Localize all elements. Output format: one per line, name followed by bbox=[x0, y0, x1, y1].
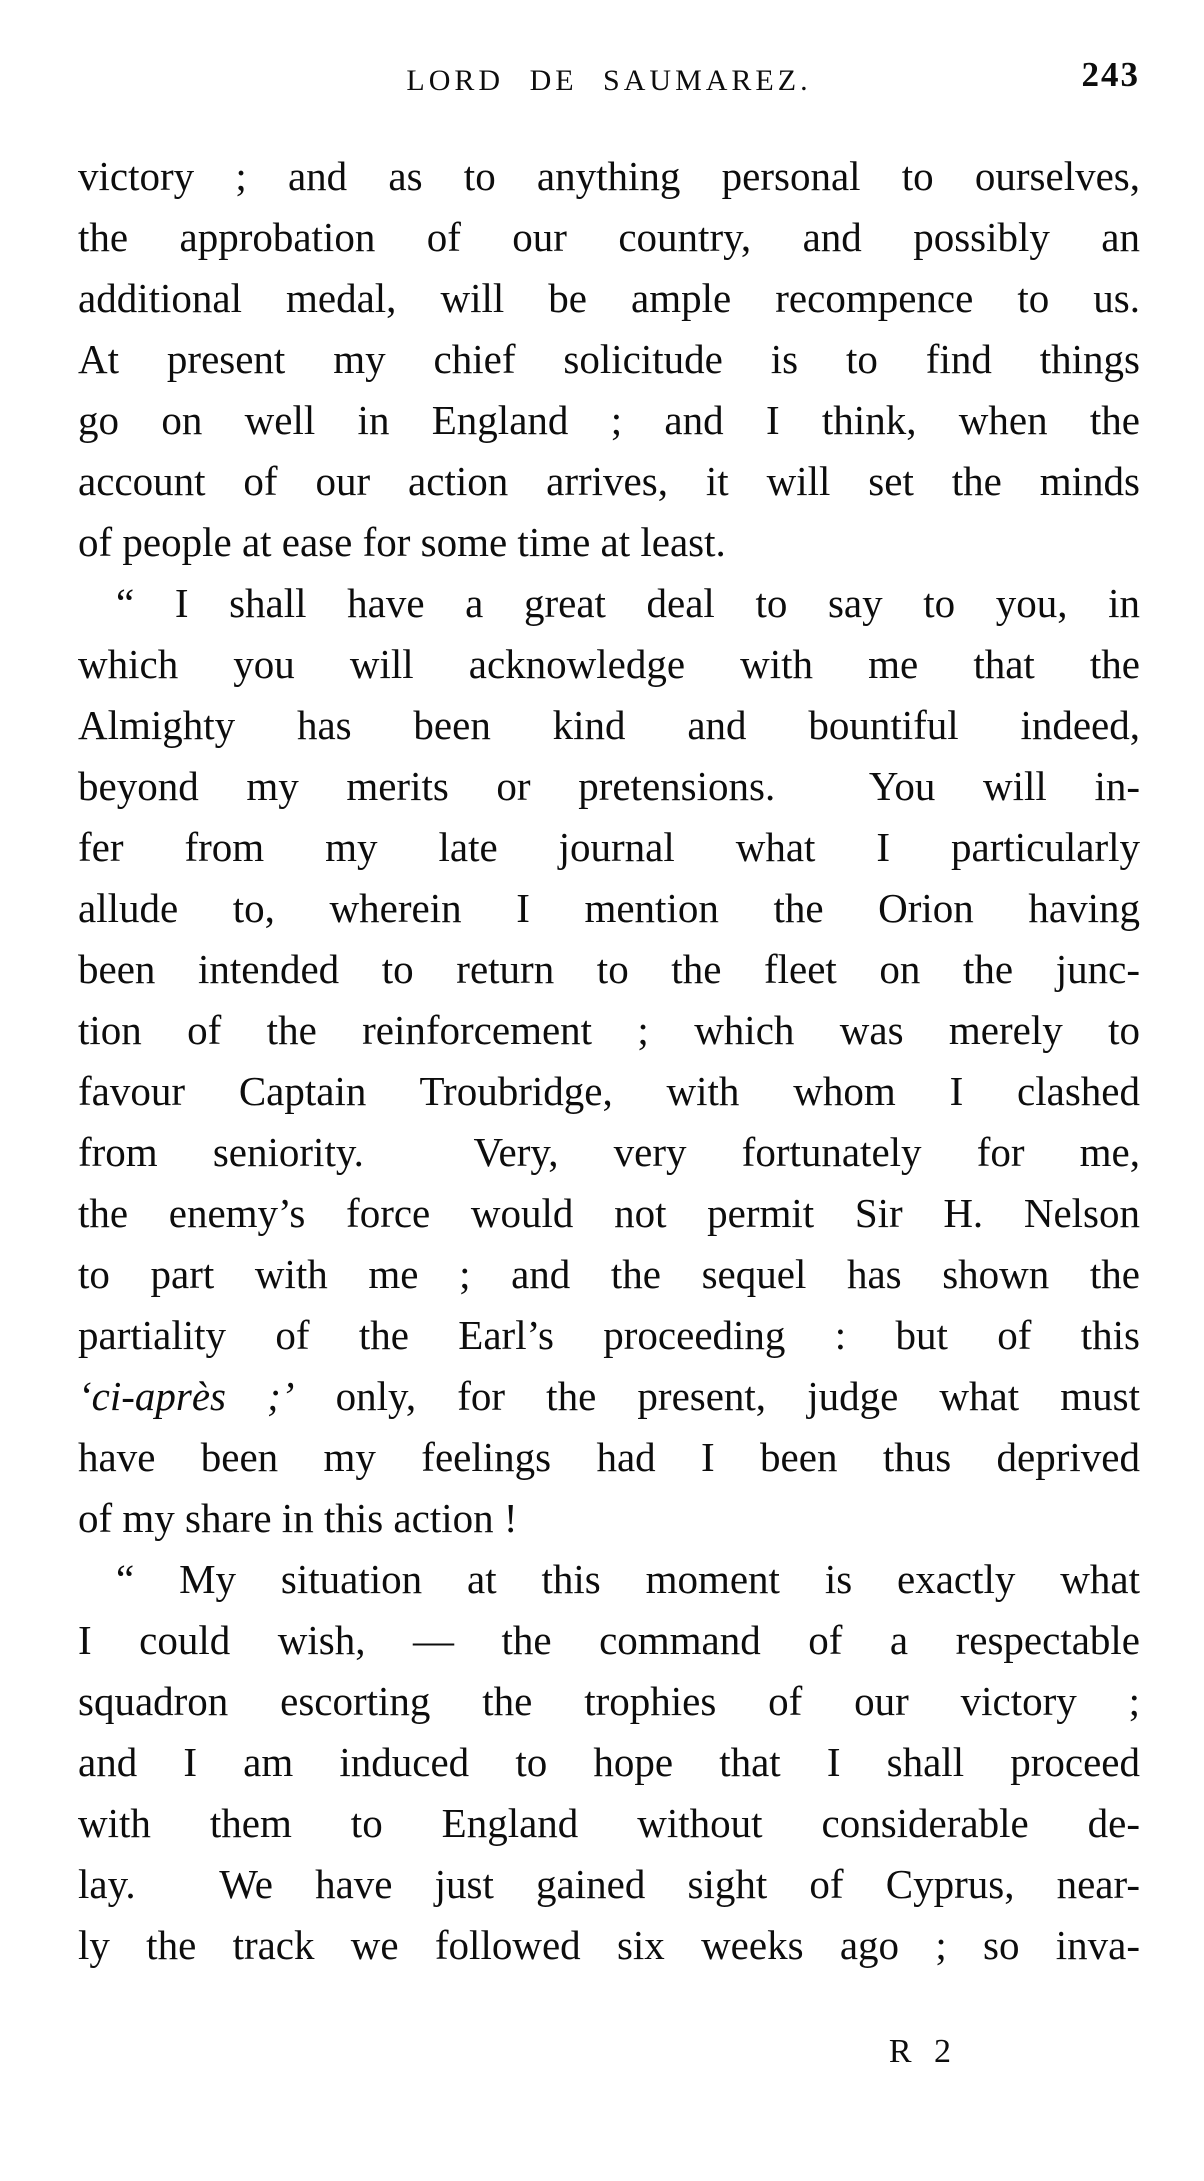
text-line bbox=[78, 573, 1140, 634]
text-line bbox=[78, 268, 1140, 329]
text-segment: At present my chief solicitude is to find things bbox=[78, 336, 1140, 382]
text-segment: been intended to return to the fleet on the junc- bbox=[78, 946, 1140, 992]
text-segment: partiality of the Earl’s proceeding : but of this bbox=[78, 1312, 1140, 1358]
text-segment: with them to England without considerable de- bbox=[78, 1800, 1140, 1846]
text-segment: Almighty has been kind and bountiful indeed, bbox=[78, 702, 1140, 748]
text-segment: to part with me ; and the sequel has shown the bbox=[78, 1251, 1140, 1297]
text-segment: only, for the present, judge what must bbox=[294, 1373, 1141, 1419]
text-segment: from seniority. Very, very fortunately for me, bbox=[78, 1129, 1140, 1175]
text-line bbox=[78, 1305, 1140, 1366]
text-segment: ly the track we followed six weeks ago ; so inva- bbox=[78, 1922, 1140, 1968]
text-line bbox=[78, 1793, 1140, 1854]
text-line bbox=[78, 634, 1140, 695]
text-segment: favour Captain Troubridge, with whom I clashed bbox=[78, 1068, 1140, 1114]
text-segment: account of our action arrives, it will set the minds bbox=[78, 458, 1140, 504]
text-line bbox=[78, 817, 1140, 878]
italic-phrase: ‘ci-après ;’ bbox=[78, 1373, 295, 1419]
text-line bbox=[78, 1854, 1140, 1915]
text-line bbox=[78, 1000, 1140, 1061]
text-line bbox=[78, 1366, 1140, 1427]
text-line bbox=[78, 512, 1140, 573]
text-line bbox=[78, 878, 1140, 939]
body-lines bbox=[78, 146, 1140, 1976]
text-line bbox=[78, 329, 1140, 390]
text-segment: have been my feelings had I been thus deprived bbox=[78, 1434, 1140, 1480]
text-segment: lay. We have just gained sight of Cyprus, near- bbox=[78, 1861, 1140, 1907]
text-segment: go on well in England ; and I think, when the bbox=[78, 397, 1140, 443]
text-segment: beyond my merits or pretensions. You will in- bbox=[78, 763, 1140, 809]
text-segment: fer from my late journal what I particularly bbox=[78, 824, 1140, 870]
text-segment: squadron escorting the trophies of our victory ; bbox=[78, 1678, 1140, 1724]
text-segment: allude to, wherein I mention the Orion having bbox=[78, 885, 1140, 931]
text-segment: victory ; and as to anything personal to ourselves, bbox=[78, 153, 1140, 199]
page-header bbox=[78, 55, 1140, 102]
text-segment: and I am induced to hope that I shall proceed bbox=[78, 1739, 1140, 1785]
text-segment: of my share in this action ! bbox=[78, 1495, 518, 1541]
text-segment: I could wish, — the command of a respectable bbox=[78, 1617, 1140, 1663]
text-line bbox=[78, 1427, 1140, 1488]
text-segment: the enemy’s force would not permit Sir H. Nelson bbox=[78, 1190, 1140, 1236]
text-line bbox=[78, 1671, 1140, 1732]
text-line bbox=[78, 1183, 1140, 1244]
text-line bbox=[78, 1915, 1140, 1976]
signature-mark: R 2 bbox=[888, 2033, 958, 2070]
text-line bbox=[78, 1122, 1140, 1183]
text-line bbox=[78, 1244, 1140, 1305]
text-line bbox=[78, 146, 1140, 207]
text-line bbox=[78, 695, 1140, 756]
text-segment: tion of the reinforcement ; which was merely to bbox=[78, 1007, 1140, 1053]
text-line bbox=[78, 1732, 1140, 1793]
text-line bbox=[78, 756, 1140, 817]
text-segment: of people at ease for some time at least. bbox=[78, 519, 726, 565]
text-line bbox=[78, 1549, 1140, 1610]
text-line bbox=[78, 1488, 1140, 1549]
text-line bbox=[78, 390, 1140, 451]
page-number: 243 bbox=[1081, 55, 1140, 94]
text-segment: “ I shall have a great deal to say to you, in bbox=[116, 580, 1140, 626]
text-line bbox=[78, 207, 1140, 268]
text-line bbox=[78, 1061, 1140, 1122]
running-head: LORD DE SAUMAREZ. bbox=[406, 64, 812, 97]
text-line bbox=[78, 939, 1140, 1000]
text-segment: which you will acknowledge with me that the bbox=[78, 641, 1140, 687]
text-line bbox=[78, 1610, 1140, 1671]
text-segment: the approbation of our country, and possibly an bbox=[78, 214, 1140, 260]
text-segment: “ My situation at this moment is exactly what bbox=[116, 1556, 1140, 1602]
text-segment: additional medal, will be ample recompence to us. bbox=[78, 275, 1140, 321]
text-line bbox=[78, 451, 1140, 512]
